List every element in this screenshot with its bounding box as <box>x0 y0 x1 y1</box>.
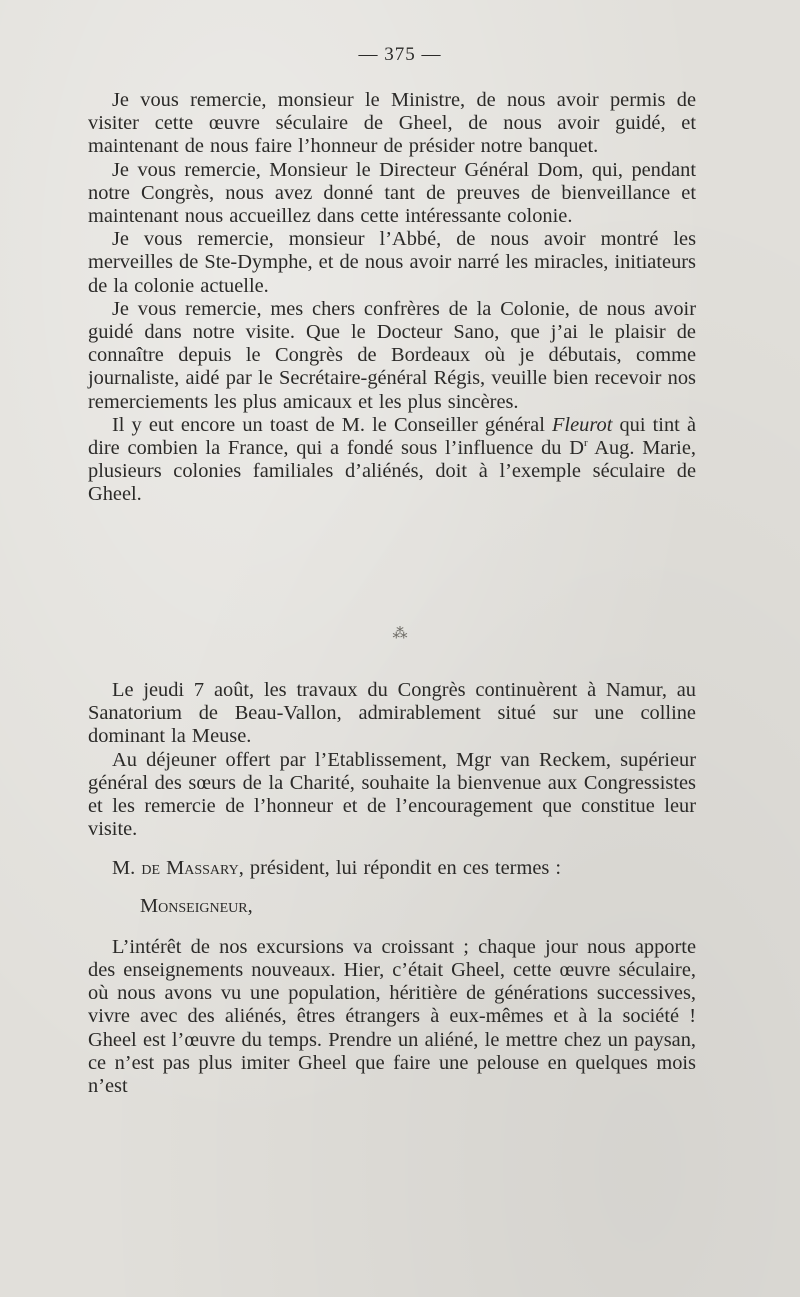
text-run: Aug. Marie, plusieurs colonies familiales d’aliénés, doit à l’exemple séculaire de Gheel. <box>88 437 697 506</box>
paragraph: Je vous remercie, monsieur l’Abbé, de nous avoir montré les merveilles de Ste-Dymphe, et de nous avoir narré les miracles, initiateurs de la colonie actuelle. <box>88 228 696 297</box>
speaker-name: de Massary <box>141 857 239 880</box>
salutation: Monseigneur, <box>140 894 253 917</box>
paragraph: Je vous remercie, mes chers confrères de la Colonie, de nous avoir guidé dans notre visite. Que le Docteur Sano, que j’ai le plaisir de connaître depuis le Congrès de Bordeaux où je débutais, comme journaliste, aidé par le Secrétaire-général Régis, veuille bien recevoir nos remerciements les plus amicaux et les plus sincères. <box>88 297 696 413</box>
paragraph: Je vous remercie, monsieur le Ministre, de nous avoir permis de visiter cette œuvre séculaire de Gheel, de nous avoir guidé, et maintenant de nous faire l’honneur de présider notre banquet. <box>88 89 696 158</box>
text-section-toasts <box>88 89 696 507</box>
text-run: Il y eut encore un toast de M. le Conseiller général <box>112 413 552 436</box>
text-run: , président, lui répondit en ces termes : <box>238 857 562 880</box>
text-section-namur <box>88 679 696 1098</box>
paragraph <box>88 414 696 507</box>
paragraph: Je vous remercie, Monsieur le Directeur Général Dom, qui, pendant notre Congrès, nous avez donné tant de preuves de bienveillance et maintenant nous accueillez dans cette intéressante colonie. <box>88 158 696 228</box>
italic-name: Fleurot <box>551 413 613 436</box>
page-number: — 375 — <box>358 44 442 65</box>
text-run: qui tint à dire combien la France, qui a fondé sous l’influence du D <box>88 413 696 460</box>
paragraph <box>88 857 696 880</box>
text-run: M. <box>112 857 142 880</box>
paragraph: Au déjeuner offert par l’Etablissement, Mgr van Reckem, supérieur général des sœurs de la Charité, souhaite la bienvenue aux Congressistes et les remercie de l’honneur et de l’encouragement que constitue leur visite. <box>88 748 696 841</box>
paragraph: L’intérêt de nos excursions va croissant ; chaque jour nous apporte des enseignements nouveaux. Hier, c’était Gheel, cette œuvre séculaire, où nous avons vu une population, héritière de générations successives, vivre avec des aliénés, êtres étrangers à eux-mêmes et à la société ! Gheel est l’œuvre du temps. Prendre un aliéné, le mettre chez un paysan, ce n’est pas plus imiter Gheel que faire une pelouse en quelques mois n’est <box>88 935 696 1098</box>
section-separator-asterism: ⁂ <box>392 626 408 642</box>
paragraph: Le jeudi 7 août, les travaux du Congrès continuèrent à Namur, au Sanatorium de Beau-Vallon, admirablement situé sur une colline dominant la Meuse. <box>88 679 696 748</box>
superscript: r <box>583 437 588 450</box>
